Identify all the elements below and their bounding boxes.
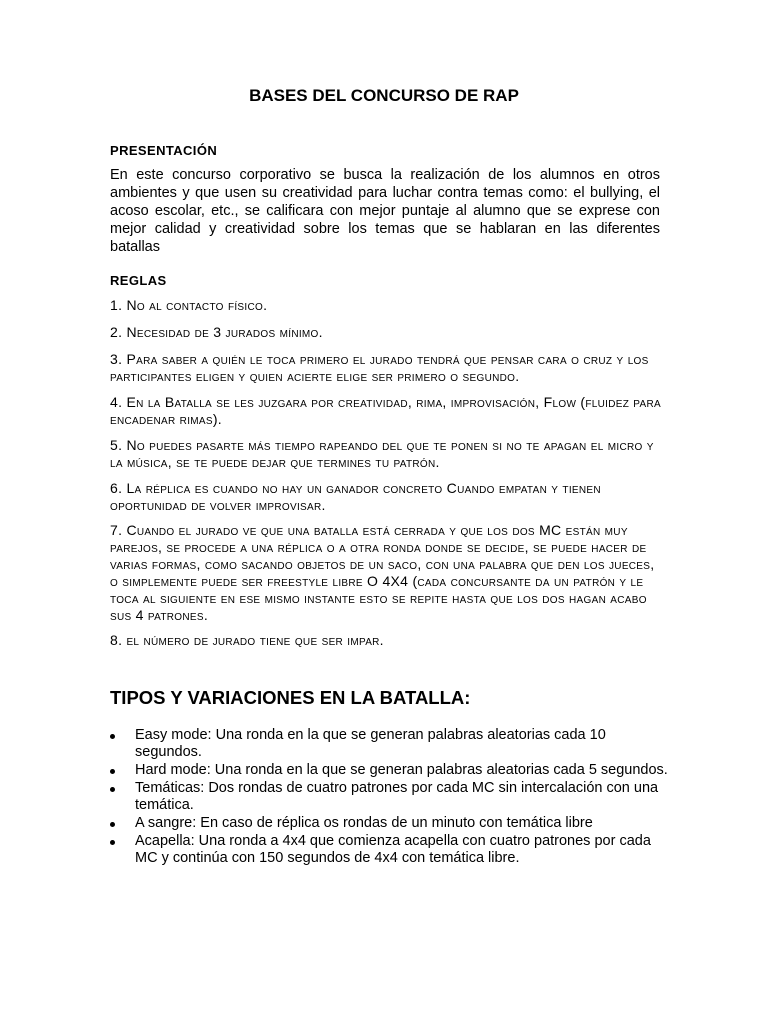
list-item-text: Hard mode: Una ronda en la que se generan palabras aleatorias cada 5 segundos.	[135, 762, 668, 778]
list-item	[110, 815, 670, 832]
rule-item: 2. Necesidad de 3 jurados mínimo.	[110, 324, 323, 340]
variations-list	[110, 727, 670, 868]
bullet-icon	[110, 787, 115, 792]
rule-item: 4. En la Batalla se les juzgara por creatividad, rima, improvisación, Flow (fluidez para encadenar rimas).	[110, 394, 661, 427]
variations-heading: TIPOS Y VARIACIONES EN LA BATALLA:	[110, 687, 471, 708]
list-item	[110, 727, 670, 761]
presentation-paragraph: En este concurso corporativo se busca la realización de los alumnos en otros ambientes y que usen su creatividad para luchar contra temas como: el bullying, el acoso escolar, etc., se calificara con mejor puntaje al alumno que se exprese con mejor calidad y creatividad sobre los temas que se hablaran en las diferentes batallas	[110, 167, 660, 255]
presentation-heading: PRESENTACIÓN	[110, 143, 218, 158]
bullet-icon	[110, 840, 115, 845]
bullet-icon	[110, 769, 115, 774]
rule-item: 5. No puedes pasarte más tiempo rapeando del que te ponen si no te apagan el micro y la música, se te puede dejar que termines tu patrón.	[110, 437, 654, 470]
list-item-text: A sangre: En caso de réplica os rondas de un minuto con temática libre	[135, 815, 593, 831]
list-item-text: Acapella: Una ronda a 4x4 que comienza acapella con cuatro patrones por cada MC y continúa con 150 segundos de 4x4 con temática libre.	[135, 833, 651, 866]
rule-item: 3. Para saber a quién le toca primero el jurado tendrá que pensar cara o cruz y los participantes eligen y quien acierte elige ser primero o segundo.	[110, 351, 649, 384]
rule-item: 1. No al contacto físico.	[110, 297, 268, 313]
list-item-text: Temáticas: Dos rondas de cuatro patrones por cada MC sin intercalación con una temática.	[135, 780, 659, 813]
list-item	[110, 833, 670, 867]
bullet-icon	[110, 822, 115, 827]
document-title: BASES DEL CONCURSO DE RAP	[249, 86, 519, 105]
rule-item: 8. el número de jurado tiene que ser impar.	[110, 632, 384, 648]
rule-item: 6. La réplica es cuando no hay un ganador concreto Cuando empatan y tienen oportunidad de volver improvisar.	[110, 480, 601, 513]
list-item-text: Easy mode: Una ronda en la que se generan palabras aleatorias cada 10 segundos.	[135, 727, 606, 760]
list-item	[110, 780, 670, 814]
rules-heading: REGLAS	[110, 273, 167, 288]
rule-item: 7. Cuando el jurado ve que una batalla está cerrada y que los dos MC están muy parejos, se procede a una réplica o a otra ronda donde se decide, se puede hacer de varias formas, como sacando objetos de un saco, con una palabra que den los jueces, o simplemente puede ser freestyle libre O 4X4 (cada concursante da un patrón y le toca al siguiente en ese mismo instante esto se repite hasta que los dos hagan acabo sus 4 patrones.	[110, 522, 655, 623]
bullet-icon	[110, 734, 115, 739]
list-item	[110, 762, 670, 779]
